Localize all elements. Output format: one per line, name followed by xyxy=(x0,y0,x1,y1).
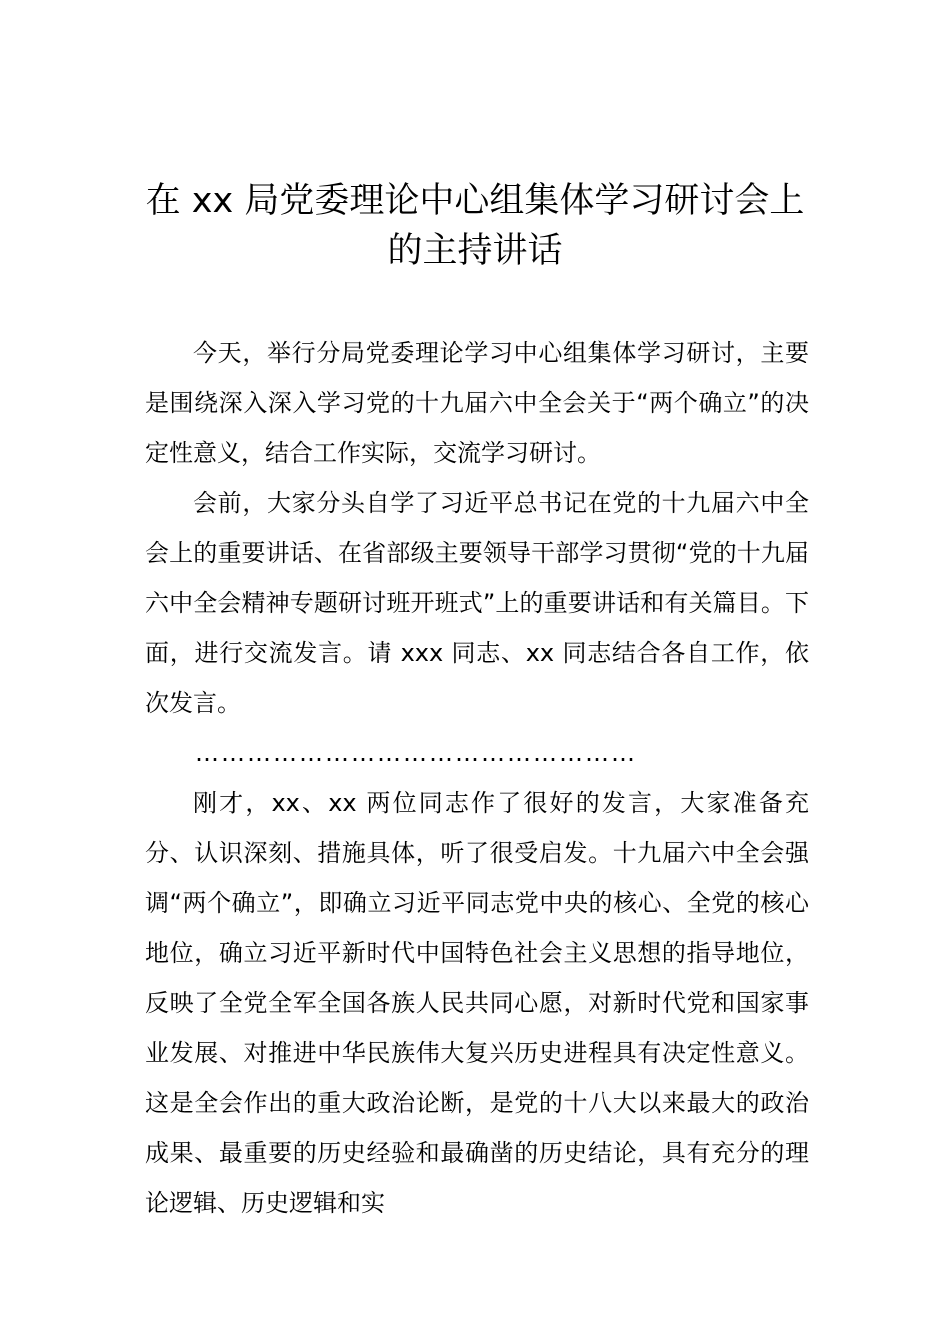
paragraph-summary: 刚才，xx、xx 两位同志作了很好的发言，大家准备充分、认识深刻、措施具体，听了很受启发。十九届六中全会强调“两个确立”，即确立习近平同志党中央的核心、全党的核心地位，确立习近平新时代中国特色社会主义思想的指导地位，反映了全党全军全国各族人民共同心愿，对新时代党和国家事业发展、对推进中华民族伟大复兴历史进程具有决定性意义。这是全会作出的重大政治论断，是党的十八大以来最大的政治成果、最重要的历史经验和最确凿的历史结论，具有充分的理论逻辑、历史逻辑和实 xyxy=(145,789,809,1217)
paragraph-pre-meeting: 会前，大家分头自学了习近平总书记在党的十九届六中全会上的重要讲话、在省部级主要领导干部学习贯彻“党的十九届六中全会精神专题研讨班开班式”上的重要讲话和有关篇目。下面，进行交流发言。请 xxx 同志、xx 同志结合各自工作，依次发言。 xyxy=(145,489,809,717)
title-line-2: 的主持讲话 xyxy=(387,231,563,271)
document-title xyxy=(120,176,830,276)
document-body xyxy=(145,328,809,1228)
ellipsis-separator: …………………………………………… xyxy=(195,739,637,767)
paragraph-opening: 今天，举行分局党委理论学习中心组集体学习研讨，主要是围绕深入深入学习党的十九届六中全会关于“两个确立”的决定性意义，结合工作实际，交流学习研讨。 xyxy=(145,339,809,467)
title-line-1: 在 xx 局党委理论中心组集体学习研讨会上 xyxy=(145,181,805,221)
